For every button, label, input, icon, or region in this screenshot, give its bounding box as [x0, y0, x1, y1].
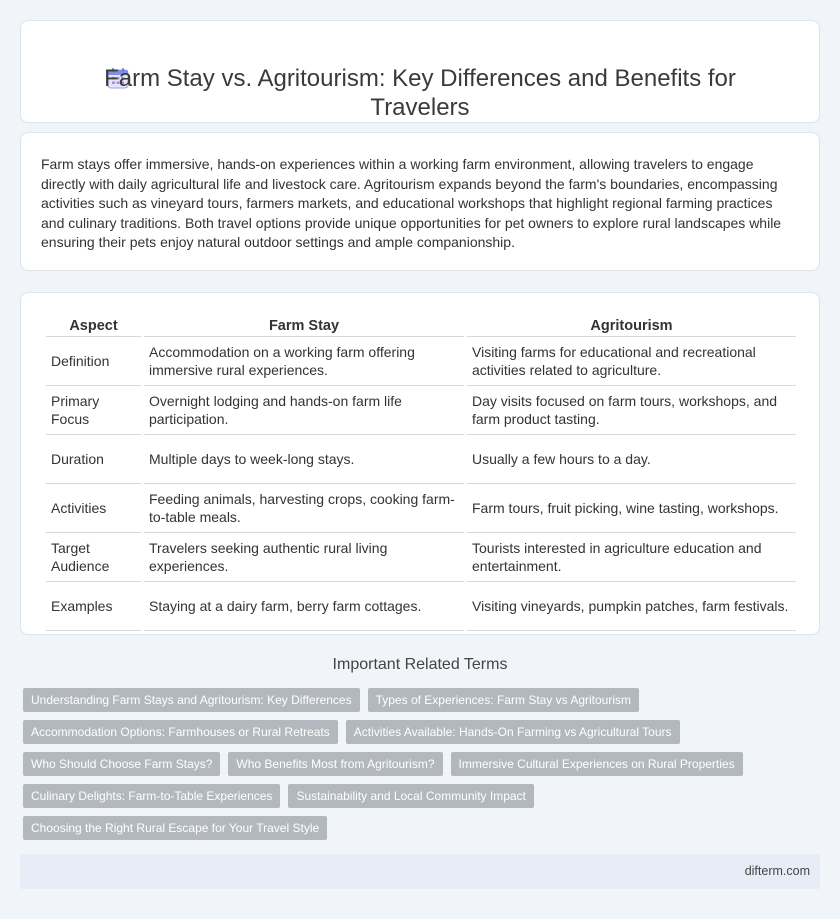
cell-agritourism: Tourists interested in agriculture education and entertainment.	[467, 533, 796, 582]
cell-agritourism: Day visits focused on farm tours, workshops, and farm product tasting.	[467, 386, 796, 435]
cell-farm-stay: Travelers seeking authentic rural living experiences.	[144, 533, 464, 582]
table-row	[46, 386, 796, 435]
related-terms-list	[23, 688, 823, 848]
related-terms-title: Important Related Terms	[332, 656, 508, 673]
related-term-tag[interactable]: Who Should Choose Farm Stays?	[23, 752, 220, 776]
tag-row	[23, 752, 823, 776]
table-row	[46, 582, 796, 631]
cell-aspect: Definition	[46, 337, 141, 386]
related-term-tag[interactable]: Immersive Cultural Experiences on Rural Properties	[451, 752, 743, 776]
tag-row	[23, 816, 823, 840]
table-header-row	[46, 315, 796, 337]
column-header-aspect: Aspect	[46, 315, 141, 337]
cell-farm-stay: Accommodation on a working farm offering immersive rural experiences.	[144, 337, 464, 386]
cell-agritourism: Farm tours, fruit picking, wine tasting, workshops.	[467, 484, 796, 533]
related-term-tag[interactable]: Culinary Delights: Farm-to-Table Experiences	[23, 784, 280, 808]
cell-farm-stay: Staying at a dairy farm, berry farm cottages.	[144, 582, 464, 631]
header-card	[20, 20, 820, 123]
table-row	[46, 337, 796, 386]
tag-row	[23, 784, 823, 808]
related-term-tag[interactable]: Accommodation Options: Farmhouses or Rural Retreats	[23, 720, 338, 744]
table-row	[46, 533, 796, 582]
cell-aspect: Duration	[46, 435, 141, 484]
table-row	[46, 435, 796, 484]
page-title: Farm Stay vs. Agritourism: Key Differences and Benefits for Travelers	[104, 65, 736, 121]
comparison-table	[43, 315, 799, 631]
related-term-tag[interactable]: Understanding Farm Stays and Agritourism: Key Differences	[23, 688, 360, 712]
tag-row	[23, 720, 823, 744]
related-term-tag[interactable]: Choosing the Right Rural Escape for Your Travel Style	[23, 816, 327, 840]
related-term-tag[interactable]: Activities Available: Hands-On Farming vs Agricultural Tours	[346, 720, 680, 744]
intro-paragraph: Farm stays offer immersive, hands-on experiences within a working farm environment, allowing travelers to engage directly with daily agricultural life and livestock care. Agritourism expands beyond the farm's boundaries, encompassing activities such as vineyard tours, farmers markets, and educational workshops that highlight regional farming practices and culinary traditions. Both travel options provide unique opportunities for pet owners to explore rural landscapes while ensuring their pets enjoy natural outdoor settings and ample companionship.	[41, 156, 782, 250]
cell-farm-stay: Multiple days to week-long stays.	[144, 435, 464, 484]
cell-aspect: Primary Focus	[46, 386, 141, 435]
intro-card	[20, 132, 820, 271]
cell-aspect: Target Audience	[46, 533, 141, 582]
cell-agritourism: Visiting farms for educational and recreational activities related to agriculture.	[467, 337, 796, 386]
cell-aspect: Activities	[46, 484, 141, 533]
tag-row	[23, 688, 823, 712]
cell-aspect: Examples	[46, 582, 141, 631]
footer	[20, 854, 820, 889]
footer-site-link[interactable]: difterm.com	[744, 864, 810, 878]
column-header-agritourism: Agritourism	[467, 315, 796, 337]
related-term-tag[interactable]: Sustainability and Local Community Impact	[288, 784, 533, 808]
comparison-card	[20, 292, 820, 635]
column-header-farm-stay: Farm Stay	[144, 315, 464, 337]
related-term-tag[interactable]: Who Benefits Most from Agritourism?	[228, 752, 442, 776]
cell-agritourism: Usually a few hours to a day.	[467, 435, 796, 484]
table-row	[46, 484, 796, 533]
related-term-tag[interactable]: Types of Experiences: Farm Stay vs Agritourism	[368, 688, 639, 712]
cell-farm-stay: Feeding animals, harvesting crops, cooking farm-to-table meals.	[144, 484, 464, 533]
cell-agritourism: Visiting vineyards, pumpkin patches, farm festivals.	[467, 582, 796, 631]
cell-farm-stay: Overnight lodging and hands-on farm life participation.	[144, 386, 464, 435]
